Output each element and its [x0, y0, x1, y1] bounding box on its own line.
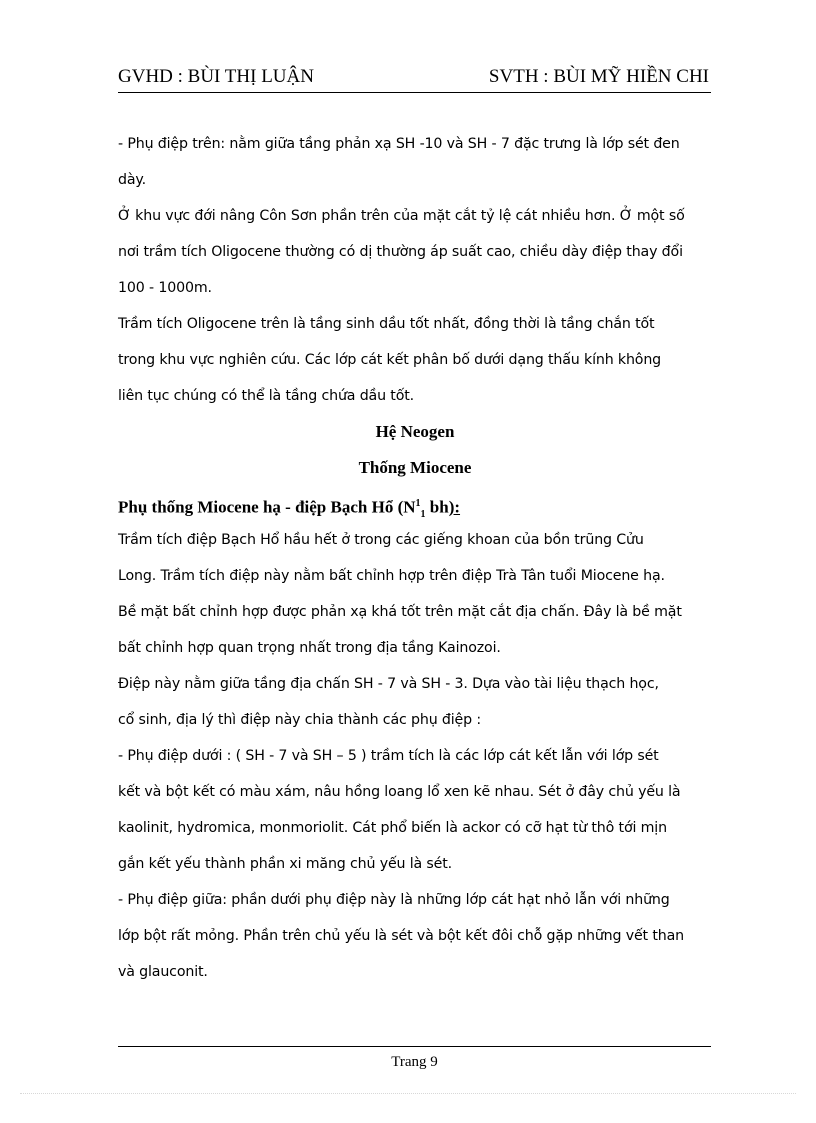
text-line: bất chỉnh hợp quan trọng nhất trong địa tầng Kainozoi. [118, 640, 501, 656]
paragraph-middle-subformation [118, 882, 712, 990]
text-line: Bề mặt bất chỉnh hợp được phản xạ khá tốt trên mặt cắt địa chấn. Đây là bề mặt [118, 604, 682, 620]
section-heading-neogen: Hệ Neogen [375, 422, 455, 441]
page-footer [118, 1046, 711, 1071]
text-line: cổ sinh, địa lý thì điệp này chia thành các phụ điệp : [118, 712, 481, 728]
text-line: kết và bột kết có màu xám, nâu hồng loang lổ xen kẽ nhau. Sét ở đây chủ yếu là [118, 784, 681, 800]
text-line: - Phụ điệp giữa: phần dưới phụ điệp này là những lớp cát hạt nhỏ lẫn với những [118, 892, 670, 908]
paragraph-con-son-uplift [118, 198, 712, 306]
text-line: dày. [118, 172, 146, 188]
text-line: kaolinit, hydromica, monmoriolit. Cát phổ biến là ackor có cỡ hạt từ thô tới mịn [118, 820, 667, 836]
header-advisor: GVHD : BÙI THỊ LUẬN [118, 66, 314, 87]
text-line: nơi trầm tích Oligocene thường có dị thường áp suất cao, chiều dày điệp thay đổi [118, 244, 683, 260]
text-line: gắn kết yếu thành phần xi măng chủ yếu là sét. [118, 856, 453, 872]
text-line: Trầm tích điệp Bạch Hổ hầu hết ở trong các giếng khoan của bồn trũng Cửu [118, 532, 644, 548]
subheading-tail: bh [425, 497, 449, 517]
text-line: Long. Trầm tích điệp này nằm bất chỉnh hợp trên điệp Trà Tân tuổi Miocene hạ. [118, 568, 665, 584]
page-number: Trang 9 [391, 1054, 438, 1070]
text-line: trong khu vực nghiên cứu. Các lớp cát kết phân bố dưới dạng thấu kính không [118, 352, 662, 368]
subheading-subscript: 1 [420, 509, 426, 521]
header-student: SVTH : BÙI MỸ HIỀN CHI [488, 66, 709, 87]
text-line: 100 - 1000m. [118, 280, 212, 296]
text-line: Điệp này nằm giữa tầng địa chấn SH - 7 và SH - 3. Dựa vào tài liệu thạch học, [118, 676, 659, 692]
text-line: và glauconit. [118, 964, 208, 980]
paragraph-oligocene-source [118, 306, 712, 414]
text-line: liên tục chúng có thể là tầng chứa dầu tốt. [118, 388, 415, 404]
subsection-heading-bach-ho [118, 486, 712, 522]
subheading-superscript: 1 [415, 498, 421, 509]
text-line: Trầm tích Oligocene trên là tầng sinh dầu tốt nhất, đồng thời là tầng chắn tốt [118, 316, 655, 332]
subheading-close: ): [448, 497, 461, 517]
text-line: lớp bột rất mỏng. Phần trên chủ yếu là sét và bột kết đôi chỗ gặp những vết than [118, 928, 684, 944]
paragraph-lower-subformation [118, 738, 712, 882]
subheading-text: Phụ thống Miocene hạ - điệp Bạch Hổ (N [118, 497, 416, 517]
paragraph-bach-ho-sediment [118, 522, 712, 666]
page-header [118, 64, 711, 93]
paragraph-seismic-layers [118, 666, 712, 738]
text-line: - Phụ điệp trên: nằm giữa tầng phản xạ SH -10 và SH - 7 đặc trưng là lớp sét đen [118, 136, 680, 152]
page-edge-divider [20, 1093, 796, 1094]
page-body [118, 126, 712, 990]
text-line: Ở khu vực đới nâng Côn Sơn phần trên của mặt cắt tỷ lệ cát nhiều hơn. Ở một số [118, 208, 685, 224]
paragraph-upper-subformation [118, 126, 712, 198]
section-heading-miocene: Thống Miocene [358, 458, 472, 477]
text-line: - Phụ điệp dưới : ( SH - 7 và SH – 5 ) trầm tích là các lớp cát kết lẫn với lớp sét [118, 748, 659, 764]
